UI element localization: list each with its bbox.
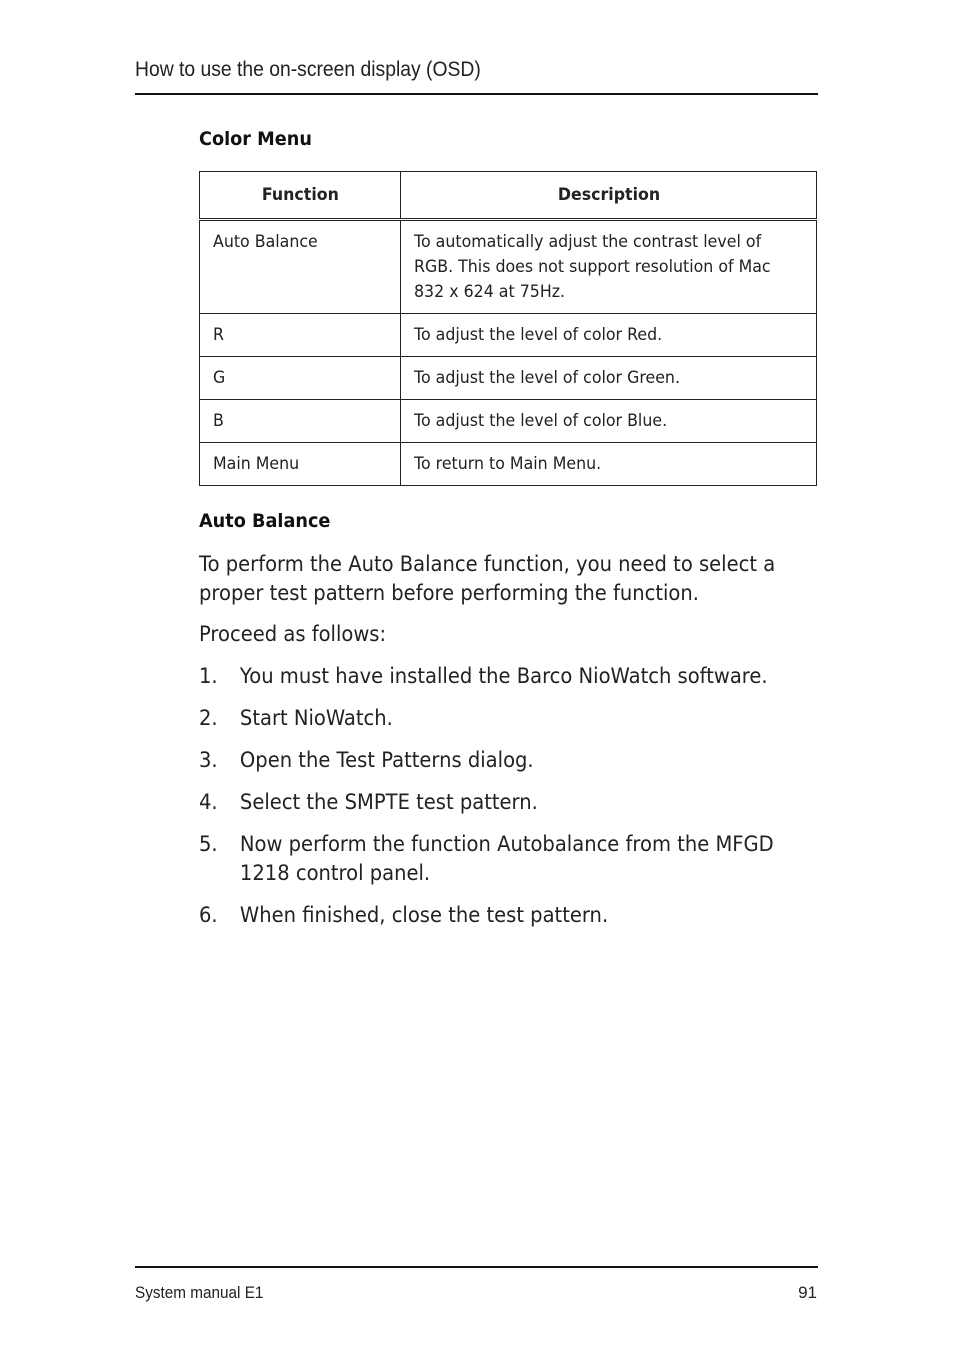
table-row (200, 400, 817, 443)
color-menu-table (199, 171, 817, 486)
description-cell: To adjust the level of color Green. (401, 357, 817, 400)
proceed-text: Proceed as follows: (199, 622, 387, 646)
footer-manual-title: System manual E1 (135, 1283, 264, 1302)
list-item (199, 746, 813, 775)
function-cell: B (200, 400, 401, 443)
step-text: Select the SMPTE test pattern. (239, 790, 538, 814)
auto-balance-heading: Auto Balance (199, 510, 331, 532)
function-cell: Auto Balance (200, 220, 401, 314)
step-text: Open the Test Patterns dialog. (239, 748, 534, 772)
header-title: How to use the on-screen display (OSD) (135, 58, 481, 81)
description-cell: To automatically adjust the contrast level of RGB. This does not support resolution of Mac 832 x 624 at 75Hz. (401, 220, 817, 314)
step-number: 3. (199, 748, 218, 772)
table-row (200, 314, 817, 357)
list-item (199, 788, 813, 817)
function-cell: G (200, 357, 401, 400)
table-row (200, 443, 817, 486)
step-number: 5. (199, 832, 218, 856)
step-number: 4. (199, 790, 218, 814)
step-text: When finished, close the test pattern. (239, 903, 609, 927)
list-item (199, 704, 813, 733)
step-number: 1. (199, 664, 218, 688)
table-row (200, 220, 817, 314)
step-text: You must have installed the Barco NioWatch software. (239, 664, 768, 688)
function-cell: Main Menu (200, 443, 401, 486)
header-rule (135, 93, 818, 95)
table-row (200, 357, 817, 400)
auto-balance-intro: To perform the Auto Balance function, you need to select a proper test pattern before performing the function. (199, 552, 776, 605)
list-item (199, 901, 813, 930)
table-header-row (200, 172, 817, 220)
page-number: 91 (798, 1283, 817, 1302)
footer-rule (135, 1266, 818, 1268)
step-number: 2. (199, 706, 218, 730)
color-menu-heading: Color Menu (199, 128, 312, 150)
list-item (199, 830, 813, 888)
function-cell: R (200, 314, 401, 357)
step-number: 6. (199, 903, 218, 927)
step-text: Start NioWatch. (239, 706, 393, 730)
description-cell: To return to Main Menu. (401, 443, 817, 486)
column-header-function: Function (200, 172, 401, 220)
description-cell: To adjust the level of color Blue. (401, 400, 817, 443)
step-text: Now perform the function Autobalance from the MFGD 1218 control panel. (239, 832, 774, 885)
column-header-description: Description (401, 172, 817, 220)
description-cell: To adjust the level of color Red. (401, 314, 817, 357)
list-item (199, 662, 813, 691)
